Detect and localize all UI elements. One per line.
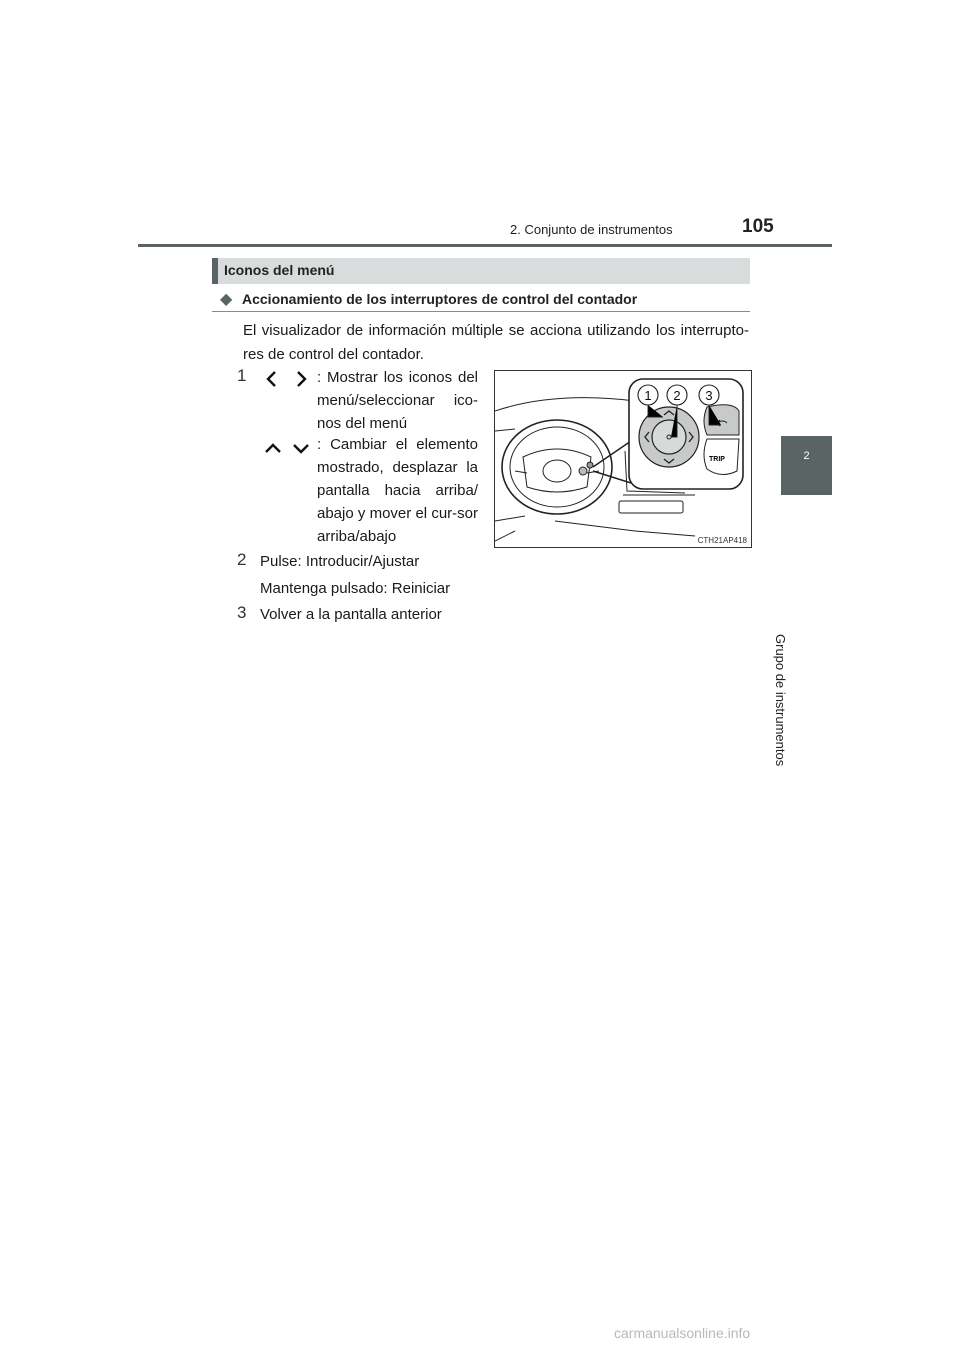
chevron-left-right-icons bbox=[262, 370, 312, 388]
item-1a-description: : Mostrar los iconos del menú/seleccionar ico-nos del menú bbox=[317, 369, 478, 432]
chapter-label bbox=[773, 500, 806, 767]
item-number: 1 bbox=[237, 366, 247, 385]
section-heading: Iconos del menú bbox=[224, 262, 335, 278]
chevron-down-icon bbox=[294, 445, 308, 452]
chapter-label-text: Grupo de instrumentos bbox=[773, 634, 788, 767]
item-number: 2 bbox=[237, 550, 247, 569]
callout-3: 3 bbox=[705, 388, 713, 403]
steering-switch-illustration bbox=[494, 370, 752, 548]
trip-label: TRIP bbox=[709, 456, 725, 463]
header-section-title: 2. Conjunto de instrumentos bbox=[510, 222, 673, 237]
item-2-description-2: Mantenga pulsado: Reiniciar bbox=[260, 580, 451, 597]
chapter-tab[interactable] bbox=[781, 436, 832, 495]
item-1b-description: : Cambiar el elemento mostrado, desplazar la pantalla hacia arriba/ abajo y mover el cur-sor arriba/abajo bbox=[317, 436, 478, 545]
callout-2: 2 bbox=[673, 388, 681, 403]
subsection-rule bbox=[212, 311, 750, 312]
chevron-up-down-icons bbox=[262, 440, 312, 456]
figure-code: CTH21AP418 bbox=[697, 536, 747, 545]
chevron-left-icon bbox=[268, 372, 275, 386]
chapter-tab-number: 2 bbox=[803, 450, 810, 462]
chevron-right-icon bbox=[298, 372, 305, 386]
item-number: 3 bbox=[237, 603, 247, 622]
subsection-heading: Accionamiento de los interruptores de control del contador bbox=[242, 291, 638, 307]
chevron-up-icon bbox=[266, 445, 280, 452]
illustration-drawing bbox=[495, 371, 751, 547]
section-heading-bar bbox=[212, 258, 218, 284]
callout-1: 1 bbox=[644, 388, 652, 403]
intro-paragraph: El visualizador de información múltiple se acciona utilizando los interrupto-res de control del contador. bbox=[243, 322, 749, 363]
item-2-description: Pulse: Introducir/Ajustar bbox=[260, 553, 420, 570]
header-rule bbox=[138, 244, 832, 247]
watermark[interactable]: carmanualsonline.info bbox=[614, 1325, 751, 1341]
diamond-bullet-icon: ◆ bbox=[220, 291, 233, 308]
item-3-description: Volver a la pantalla anterior bbox=[260, 606, 442, 623]
page-number: 105 bbox=[742, 216, 774, 237]
